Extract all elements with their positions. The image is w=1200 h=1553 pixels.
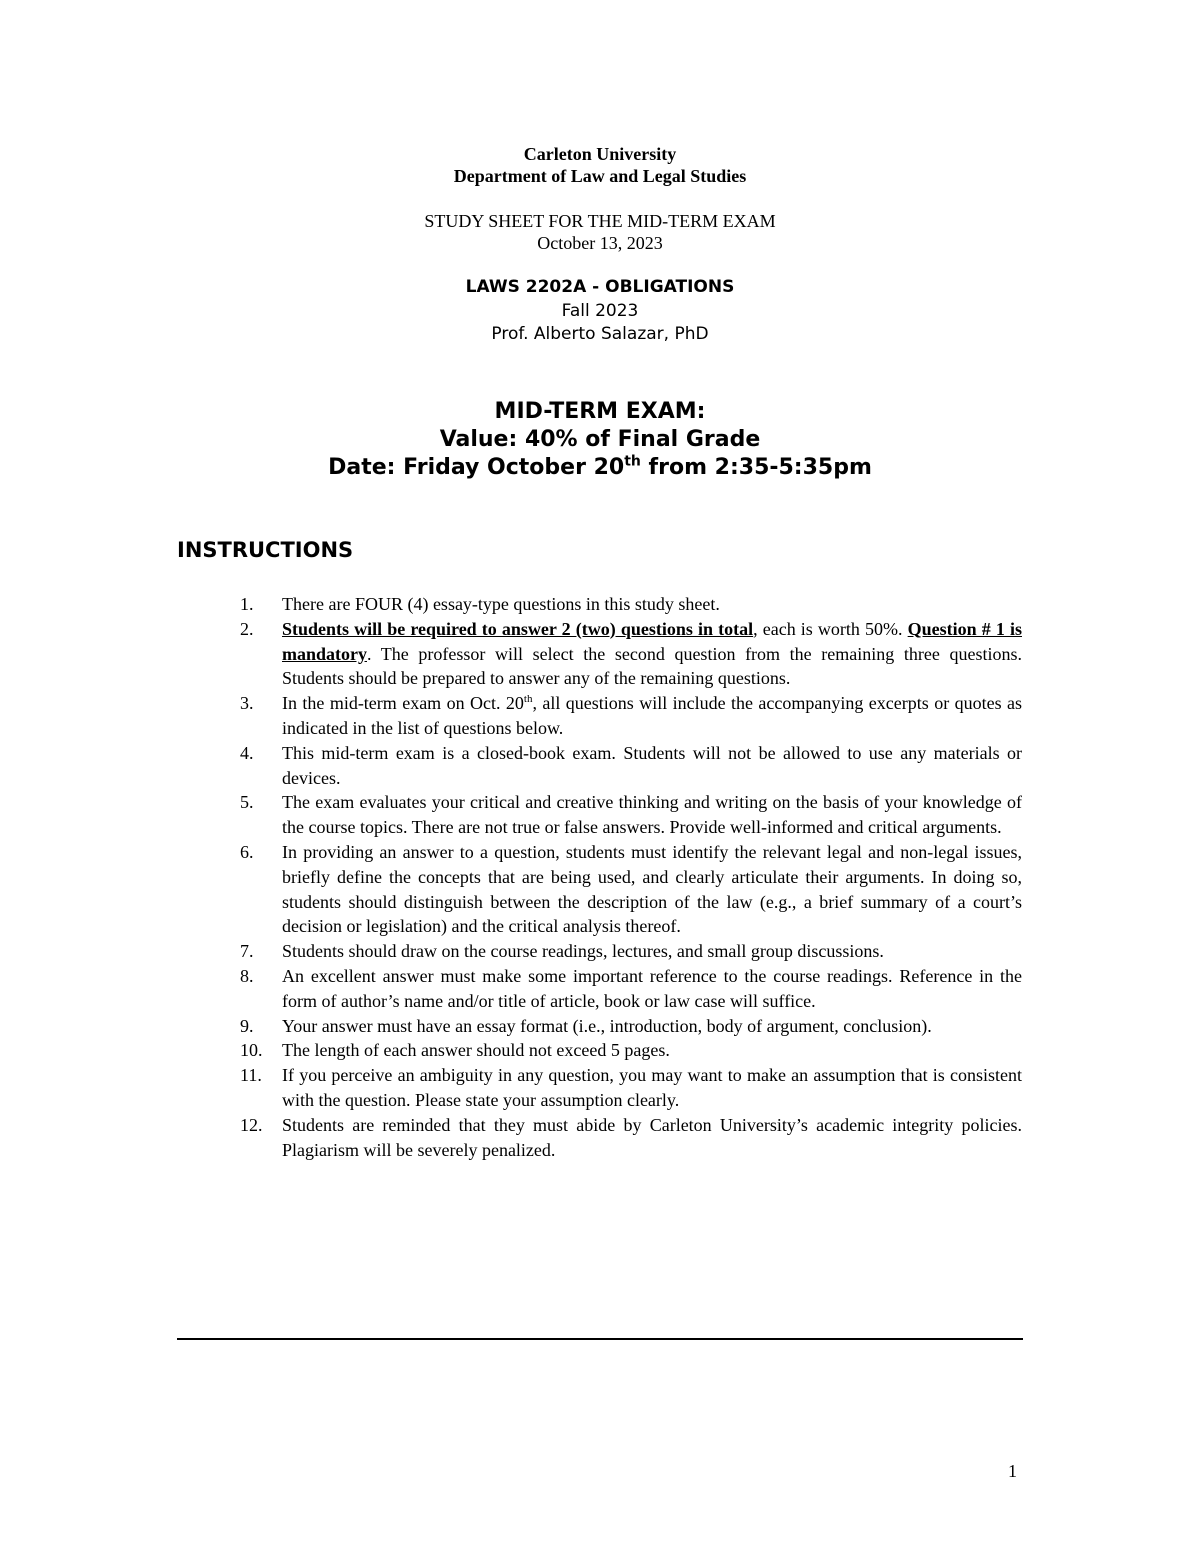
instruction-text: This mid-term exam is a closed-book exam. Students will not be allowed to use any materials or devices.: [282, 742, 1022, 788]
instruction-text: There are FOUR (4) essay-type questions in this study sheet.: [282, 594, 720, 614]
horizontal-rule: [177, 1338, 1023, 1340]
instruction-item: [240, 1063, 1022, 1113]
instruction-text: The length of each answer should not exceed 5 pages.: [282, 1040, 670, 1061]
instruction-text: Students should draw on the course readings, lectures, and small group discussions.: [282, 941, 884, 962]
exam-title: MID-TERM EXAM:: [494, 399, 706, 424]
course-code: LAWS 2202A - OBLIGATIONS: [465, 277, 735, 297]
instruction-sup: th: [523, 693, 533, 706]
instruction-emphasis: Students will be required to answer 2 (two) questions in total: [282, 618, 754, 639]
exam-date-suffix: from 2:35-5:35pm: [640, 455, 872, 480]
instruction-text: , each is worth 50%.: [753, 618, 908, 639]
instruction-number: 11.: [240, 1065, 262, 1086]
instruction-number: 2.: [240, 618, 254, 639]
instruction-number: 12.: [240, 1114, 263, 1135]
instruction-item: [240, 1113, 1022, 1163]
exam-date-prefix: Date: Friday October 20: [328, 455, 625, 480]
instruction-text: Your answer must have an essay format (i.e., introduction, body of argument, conclusion).: [282, 1015, 932, 1036]
instruction-item: [240, 1014, 1022, 1039]
instruction-number: 1.: [240, 594, 254, 614]
instruction-item: [240, 617, 1022, 691]
exam-date: [0, 454, 1200, 482]
instruction-number: 7.: [240, 941, 254, 962]
department-name: Department of Law and Legal Studies: [453, 166, 747, 186]
instruction-emphasis: Question # 1 is mandatory: [282, 618, 1022, 664]
instruction-item: [240, 741, 1022, 791]
instruction-number: 6.: [240, 841, 254, 862]
university-name: Carleton University: [523, 144, 677, 164]
instruction-item: [240, 939, 1022, 964]
exam-date-sup: th: [624, 453, 641, 470]
instruction-text: Students are reminded that they must abide by Carleton University’s academic integrity policies. Plagiarism will be severely penalized.: [282, 1114, 1022, 1160]
instruction-item: [240, 592, 1022, 617]
instructions-heading: INSTRUCTIONS: [177, 538, 354, 562]
instruction-item: [240, 691, 1022, 741]
instruction-item: [240, 790, 1022, 840]
instruction-number: 4.: [240, 742, 254, 763]
course-term: Fall 2023: [561, 301, 639, 321]
instruction-text: . The professor will select the second question from the remaining three questions. Students should be prepared to answer any of the remaining questions.: [282, 643, 1022, 689]
professor-name: Prof. Alberto Salazar, PhD: [491, 324, 709, 344]
page-number: 1: [1008, 1461, 1017, 1481]
sheet-date: October 13, 2023: [537, 233, 663, 253]
instruction-number: 3.: [240, 693, 254, 714]
instruction-text: If you perceive an ambiguity in any question, you may want to make an assumption that is consistent with the question. Please state your assumption clearly.: [282, 1065, 1022, 1110]
instruction-number: 8.: [240, 965, 254, 986]
instruction-number: 5.: [240, 792, 254, 813]
sheet-title: STUDY SHEET FOR THE MID-TERM EXAM: [424, 211, 776, 231]
instructions-list: [240, 592, 1022, 1162]
instruction-text: An excellent answer must make some important reference to the course readings. Reference in the form of author’s name and/or title of article, book or law case will suffice.: [282, 965, 1022, 1011]
instruction-text: In the mid-term exam on Oct. 20: [282, 693, 524, 714]
instruction-text: The exam evaluates your critical and creative thinking and writing on the basis of your knowledge of the course topics. There are not true or false answers. Provide well-informed and critical arguments.: [282, 792, 1022, 838]
instruction-item: [240, 840, 1022, 939]
instruction-text: In providing an answer to a question, students must identify the relevant legal and non-legal issues, briefly define the concepts that are being used, and clearly articulate their arguments. In doing so, students should distinguish between the description of the law (e.g., a brief summary of a court’s decision or legislation) and the critical analysis thereof.: [282, 841, 1022, 937]
instruction-number: 9.: [240, 1015, 254, 1036]
instruction-item: [240, 964, 1022, 1014]
instruction-text: , all questions will include the accompanying excerpts or quotes as indicated in the list of questions below.: [282, 693, 1022, 738]
exam-value: Value: 40% of Final Grade: [439, 427, 761, 452]
instruction-number: 10.: [240, 1040, 263, 1061]
instruction-item: [240, 1038, 1022, 1063]
